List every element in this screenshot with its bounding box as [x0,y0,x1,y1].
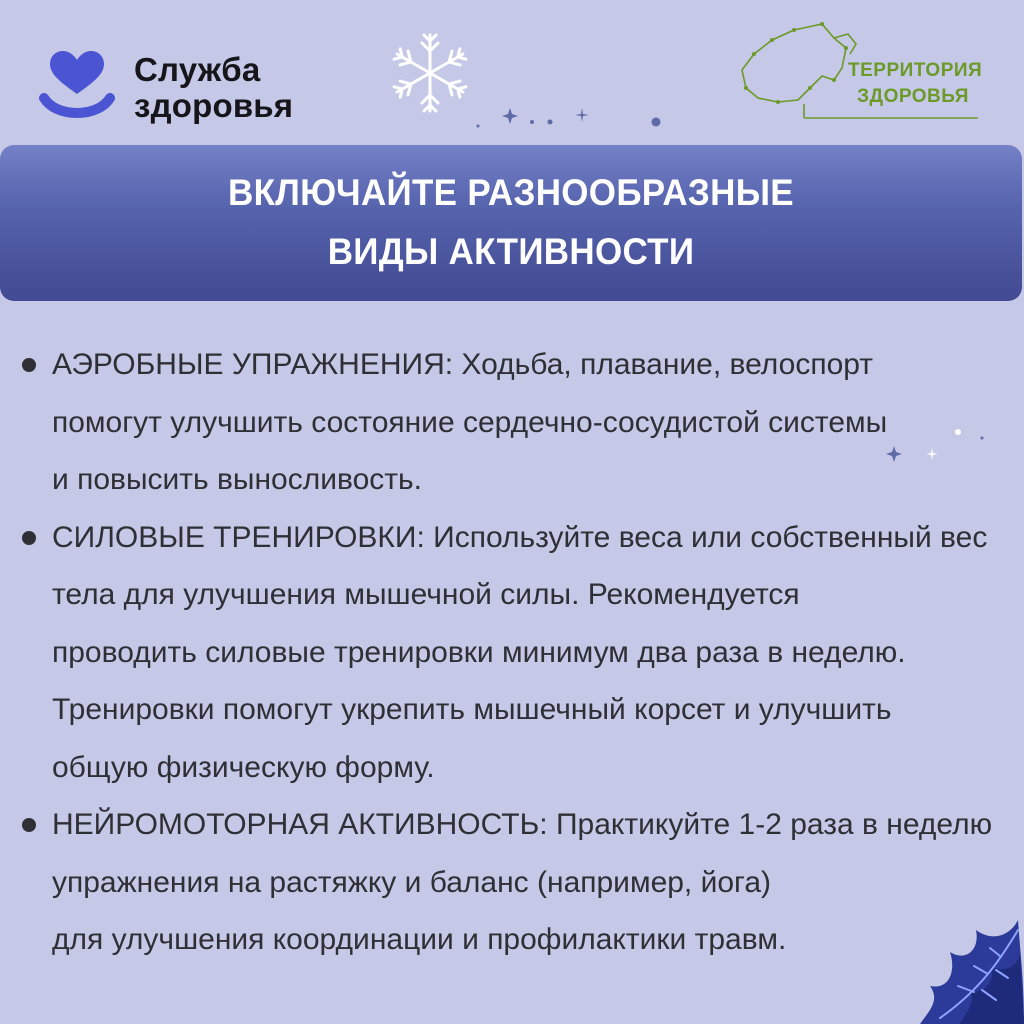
bullet-icon [22,818,36,832]
sluzhba-zdorovya-logo [38,48,338,128]
logo-right-line2: ЗДОРОВЬЯ [857,86,969,107]
list-item-line: АЭРОБНЫЕ УПРАЖНЕНИЯ: Ходьба, плавание, велоспорт [52,348,874,381]
heart-smile-logo-icon [38,48,116,124]
list-item [18,336,1008,509]
bullet-icon [22,358,36,372]
logo-left-text [134,52,293,124]
list-item-line: проводить силовые тренировки минимум два раза в неделю. [52,635,906,669]
logo-right-line1: ТЕРРИТОРИЯ [848,60,983,81]
logo-left-line2: здоровья [134,87,294,124]
list-item-line: и повысить выносливость. [52,463,422,496]
list-item-line: помогут улучшить состояние сердечно-сосудистой системы [52,405,888,439]
list-item [18,509,1008,797]
list-item [18,796,1008,969]
list-item-line: общую физическую форму. [52,750,435,784]
bullet-icon [22,531,36,545]
logo-left-line1: Служба [134,51,261,88]
list-item-line: для улучшения координации и профилактики травм. [52,923,787,956]
leaf-icon [900,900,1024,1024]
list-item-line: НЕЙРОМОТОРНАЯ АКТИВНОСТЬ: Практикуйте 1-2 раза в неделю [52,808,993,841]
sparkle-icon [470,96,670,136]
list-item-line: Тренировки помогут укрепить мышечный корсет и улучшить [52,693,892,726]
activity-list [18,336,1008,969]
list-item-line: упражнения на растяжку и баланс (например, йога) [52,865,772,899]
list-item-line: тела для улучшения мышечной силы. Рекомендуется [52,578,800,611]
territoriya-zdorovya-logo [738,18,988,122]
logo-right-text [848,58,983,110]
title-banner [0,145,1022,301]
banner-title: ВКЛЮЧАЙТЕ РАЗНООБРАЗНЫЕ ВИДЫ АКТИВНОСТИ [228,172,794,273]
list-item-line: СИЛОВЫЕ ТРЕНИРОВКИ: Используйте веса или собственный вес [52,520,988,554]
snowflake-icon [384,32,476,114]
